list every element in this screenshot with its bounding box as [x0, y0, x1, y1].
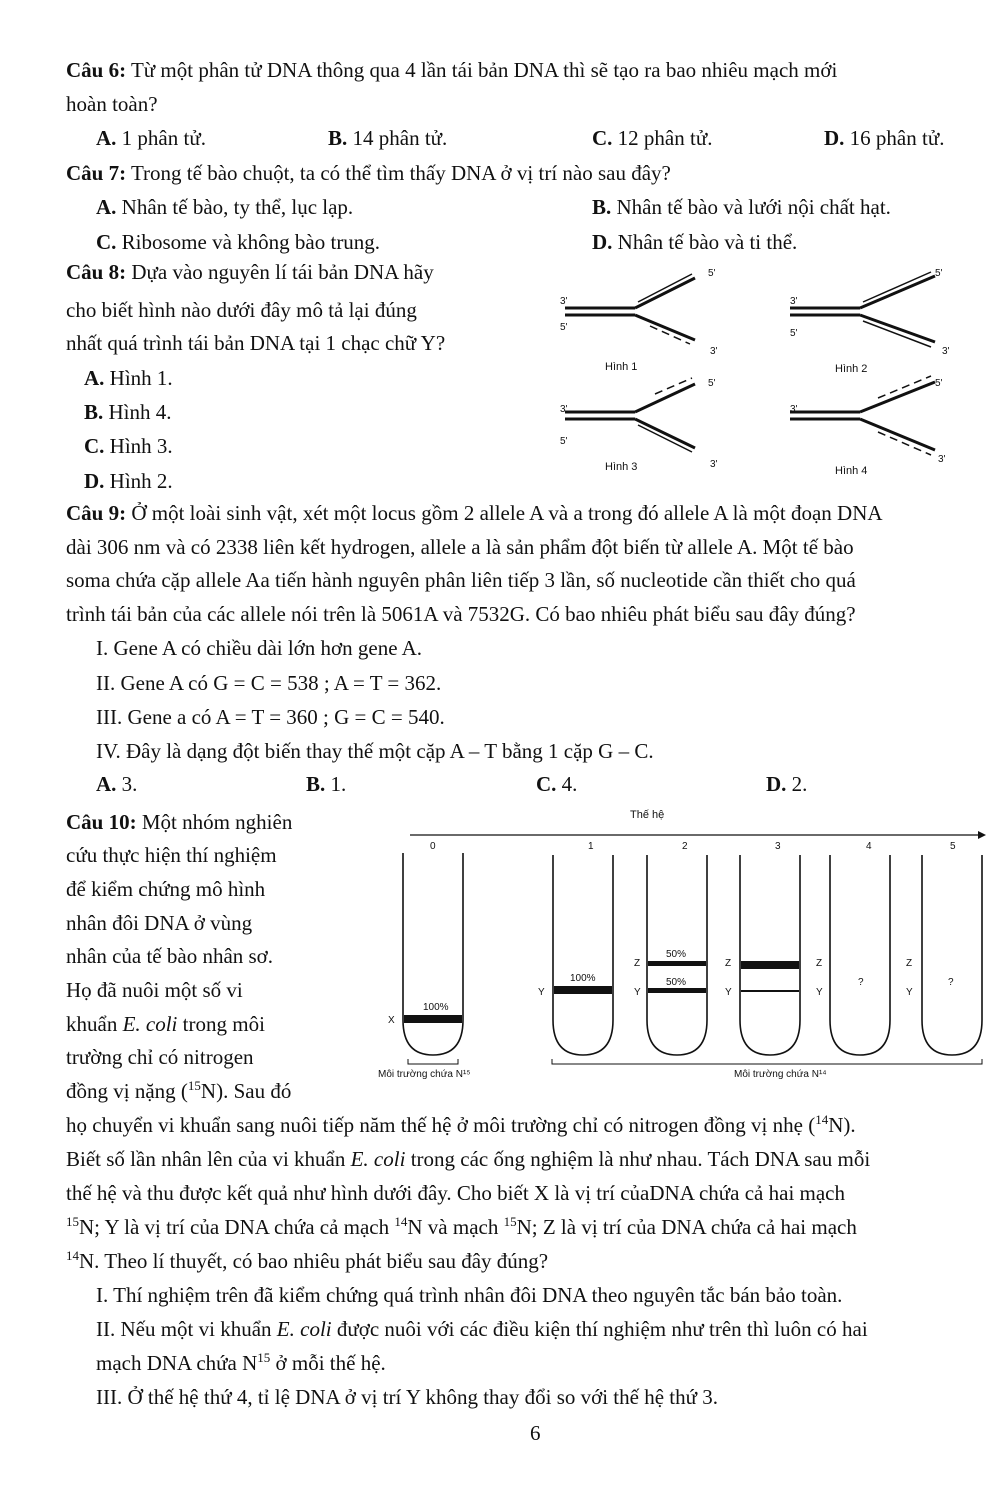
- svg-text:Y: Y: [725, 987, 732, 998]
- svg-text:100%: 100%: [570, 973, 596, 984]
- svg-text:Z: Z: [816, 958, 823, 969]
- tube-gen-0: [403, 853, 463, 1055]
- q7-line: [66, 163, 671, 184]
- fork-1: [565, 274, 695, 344]
- q7-text: Trong tế bào chuột, ta có thể tìm thấy DNA ở vị trí nào sau đây?: [130, 161, 671, 185]
- gen-0: 0: [430, 841, 436, 852]
- svg-text:50%: 50%: [666, 949, 687, 960]
- svg-text:Y: Y: [816, 987, 823, 998]
- svg-text:5': 5': [708, 268, 716, 279]
- q9-statement-2: II. Gene A có G = C = 538 ; A = T = 362.: [96, 671, 442, 695]
- svg-text:X: X: [388, 1015, 395, 1026]
- q9-line-3: soma chứa cặp allele Aa tiến hành nguyên phân liên tiếp 3 lần, số nucleotide cần thiết cho quá: [66, 568, 856, 592]
- tube-gen-3: [740, 855, 800, 1055]
- q9-statement-1: I. Gene A có chiều dài lớn hơn gene A.: [96, 636, 423, 660]
- q8-option-c: C. Hình 3.: [84, 434, 173, 458]
- band-gen3-z: [741, 961, 799, 969]
- q10-line-7: khuẩn E. coli trong môi: [66, 1012, 265, 1036]
- gen-5: 5: [950, 841, 956, 852]
- q10-tube-figure: [370, 805, 990, 1105]
- svg-text:3': 3': [710, 459, 718, 470]
- q10-line-3: để kiểm chứng mô hình: [66, 877, 266, 901]
- q6-line-2: hoàn toàn?: [66, 92, 158, 116]
- gen-3: 3: [775, 841, 781, 852]
- q8-option-b: B. Hình 4.: [84, 400, 172, 424]
- svg-text:3': 3': [790, 404, 798, 415]
- q8-line-2: cho biết hình nào dưới đây mô tả lại đúng: [66, 298, 417, 322]
- svg-text:3': 3': [560, 404, 568, 415]
- svg-text:100%: 100%: [423, 1002, 449, 1013]
- q7-option-a: A. Nhân tế bào, ty thể, lục lạp.: [96, 195, 354, 219]
- q10-statement-2: II. Nếu một vi khuẩn E. coli được nuôi với các điều kiện thí nghiệm như trên thì luôn có hai: [96, 1317, 868, 1341]
- svg-text:5': 5': [708, 378, 716, 389]
- gen-4: 4: [866, 841, 872, 852]
- q10-line-12: thế hệ và thu được kết quả như hình dưới đây. Cho biết X là vị trí củaDNA chứa cả hai mạch: [66, 1181, 845, 1205]
- fig-label-3: Hình 3: [605, 461, 638, 473]
- svg-text:Z: Z: [634, 958, 641, 969]
- q10-line-8: trường chỉ có nitrogen: [66, 1045, 254, 1069]
- q7-option-d: D. Nhân tế bào và ti thể.: [592, 230, 798, 254]
- svg-text:Y: Y: [538, 987, 545, 998]
- q9-option-c: C. 4.: [536, 772, 578, 796]
- svg-text:3': 3': [938, 454, 946, 465]
- q10-line-4: nhân đôi DNA ở vùng: [66, 911, 253, 935]
- q10-statement-2b: mạch DNA chứa $N^{15}$ ở mỗi thế hệ.: [96, 1350, 386, 1375]
- q6-option-c: C. 12 phân tử.: [592, 126, 713, 150]
- fig-label-1: Hình 1: [605, 361, 638, 373]
- q9-option-d: D. 2.: [766, 772, 808, 796]
- q6-text: Từ một phân tử DNA thông qua 4 lần tái bản DNA thì sẽ tạo ra bao nhiêu mạch mới: [130, 58, 838, 82]
- q8-line-3: nhất quá trình tái bản DNA tại 1 chạc chữ Y?: [66, 331, 446, 355]
- q9-statement-3: III. Gene a có A = T = 360 ; G = C = 540.: [96, 705, 445, 729]
- band-gen1-y: [554, 986, 612, 994]
- q8-option-d: D. Hình 2.: [84, 469, 173, 493]
- q8-label: Câu 8:: [66, 260, 127, 284]
- q8-fork-figure: [550, 262, 970, 482]
- q10-statement-3: III. Ở thế hệ thứ 4, tỉ lệ DNA ở vị trí Y không thay đổi so với thế hệ thứ 3.: [96, 1385, 719, 1409]
- q9-statement-4: IV. Đây là dạng đột biến thay thế một cặp A – T bằng 1 cặp G – C.: [96, 739, 654, 763]
- q7-option-b: B. Nhân tế bào và lưới nội chất hạt.: [592, 195, 891, 219]
- q10-line-2: cứu thực hiện thí nghiệm: [66, 843, 277, 867]
- q10-line-1: Câu 10: Một nhóm nghiên: [66, 810, 293, 834]
- env-light-label: Môi trường chứa N¹⁴: [734, 1069, 827, 1080]
- q10-line-14: $^{14}$N. Theo lí thuyết, có bao nhiêu phát biểu sau đây đúng?: [66, 1248, 549, 1273]
- q6-line-1: [66, 60, 837, 81]
- svg-text:5': 5': [935, 378, 943, 389]
- fork-4: [790, 376, 935, 455]
- q10-line-9: đồng vị nặng ($^{15}$N). Sau đó: [66, 1078, 292, 1103]
- tube-gen-1: [553, 855, 613, 1055]
- svg-text:Z: Z: [906, 958, 913, 969]
- q6-option-d: D. 16 phân tử.: [824, 126, 945, 150]
- q6-option-b: B. 14 phân tử.: [328, 126, 448, 150]
- q7-label: Câu 7:: [66, 161, 127, 185]
- svg-text:3': 3': [942, 346, 950, 357]
- q10-line-11: Biết số lần nhân lên của vi khuẩn E. coli trong các ống nghiệm là như nhau. Tách DNA sau mỗi: [66, 1147, 871, 1171]
- env-heavy-label: Môi trường chứa N¹⁵: [378, 1069, 471, 1080]
- q10-line-13: $^{15}$N; Y là vị trí của DNA chứa cả mạch $^{14}$N và mạch $^{15}$N; Z là vị trí của DNA chứa cả hai mạch: [66, 1214, 857, 1239]
- fork-3: [565, 378, 695, 452]
- q10-label: Câu 10:: [66, 810, 137, 834]
- svg-text:Z: Z: [725, 958, 732, 969]
- q6-label: Câu 6:: [66, 58, 127, 82]
- q9-label: Câu 9:: [66, 501, 127, 525]
- svg-text:50%: 50%: [666, 977, 687, 988]
- gen-2: 2: [682, 841, 688, 852]
- q9-line-2: dài 306 nm và có 2338 liên kết hydrogen, allele a là sản phẩm đột biến từ allele A. Một tế bào: [66, 535, 854, 559]
- svg-text:3': 3': [710, 346, 718, 357]
- q10-line-5: nhân của tế bào nhân sơ.: [66, 944, 274, 968]
- svg-text:Y: Y: [634, 987, 641, 998]
- q6-option-a: A. 1 phân tử.: [96, 126, 206, 150]
- svg-text:?: ?: [858, 977, 864, 988]
- q10-line-10: họ chuyển vi khuẩn sang nuôi tiếp năm thế hệ ở môi trường chỉ có nitrogen đồng vị nhẹ ($^{14}$N).: [66, 1112, 856, 1137]
- q9-option-b: B. 1.: [306, 772, 347, 796]
- gen-1: 1: [588, 841, 594, 852]
- svg-text:5': 5': [560, 436, 568, 447]
- svg-text:5': 5': [560, 322, 568, 333]
- q8-option-a: A. Hình 1.: [84, 366, 173, 390]
- fork-2: [790, 272, 935, 347]
- band-gen2-y: [648, 988, 706, 993]
- q9-line-1: Câu 9: Ở một loài sinh vật, xét một locus gồm 2 allele A và a trong đó allele A là một đoạn DNA: [66, 501, 883, 525]
- q9-option-a: A. 3.: [96, 772, 138, 796]
- svg-text:5': 5': [935, 268, 943, 279]
- fig-label-4: Hình 4: [835, 465, 868, 477]
- svg-text:5': 5': [790, 328, 798, 339]
- band-gen2-z: [648, 961, 706, 966]
- q10-statement-1: I. Thí nghiệm trên đã kiểm chứng quá trình nhân đôi DNA theo nguyên tắc bán bảo toàn.: [96, 1283, 843, 1307]
- page-number: 6: [530, 1421, 541, 1445]
- q7-option-c: C. Ribosome và không bào trung.: [96, 230, 381, 254]
- tube-gen-4: [830, 855, 890, 1055]
- q8-line-1: Câu 8: Dựa vào nguyên lí tái bản DNA hãy: [66, 260, 434, 284]
- q9-line-4: trình tái bản của các allele nói trên là 5061A và 7532G. Có bao nhiêu phát biểu sau đây đúng?: [66, 602, 856, 626]
- svg-text:3': 3': [560, 296, 568, 307]
- generation-axis-title: Thế hệ: [630, 809, 665, 821]
- fig-label-2: Hình 2: [835, 363, 868, 375]
- q10-line-6: Họ đã nuôi một số vi: [66, 978, 243, 1002]
- svg-text:?: ?: [948, 977, 954, 988]
- svg-text:Y: Y: [906, 987, 913, 998]
- band-gen0-x: [404, 1015, 462, 1023]
- tube-gen-5: [922, 855, 982, 1055]
- band-gen3-y: [741, 990, 799, 992]
- svg-text:3': 3': [790, 296, 798, 307]
